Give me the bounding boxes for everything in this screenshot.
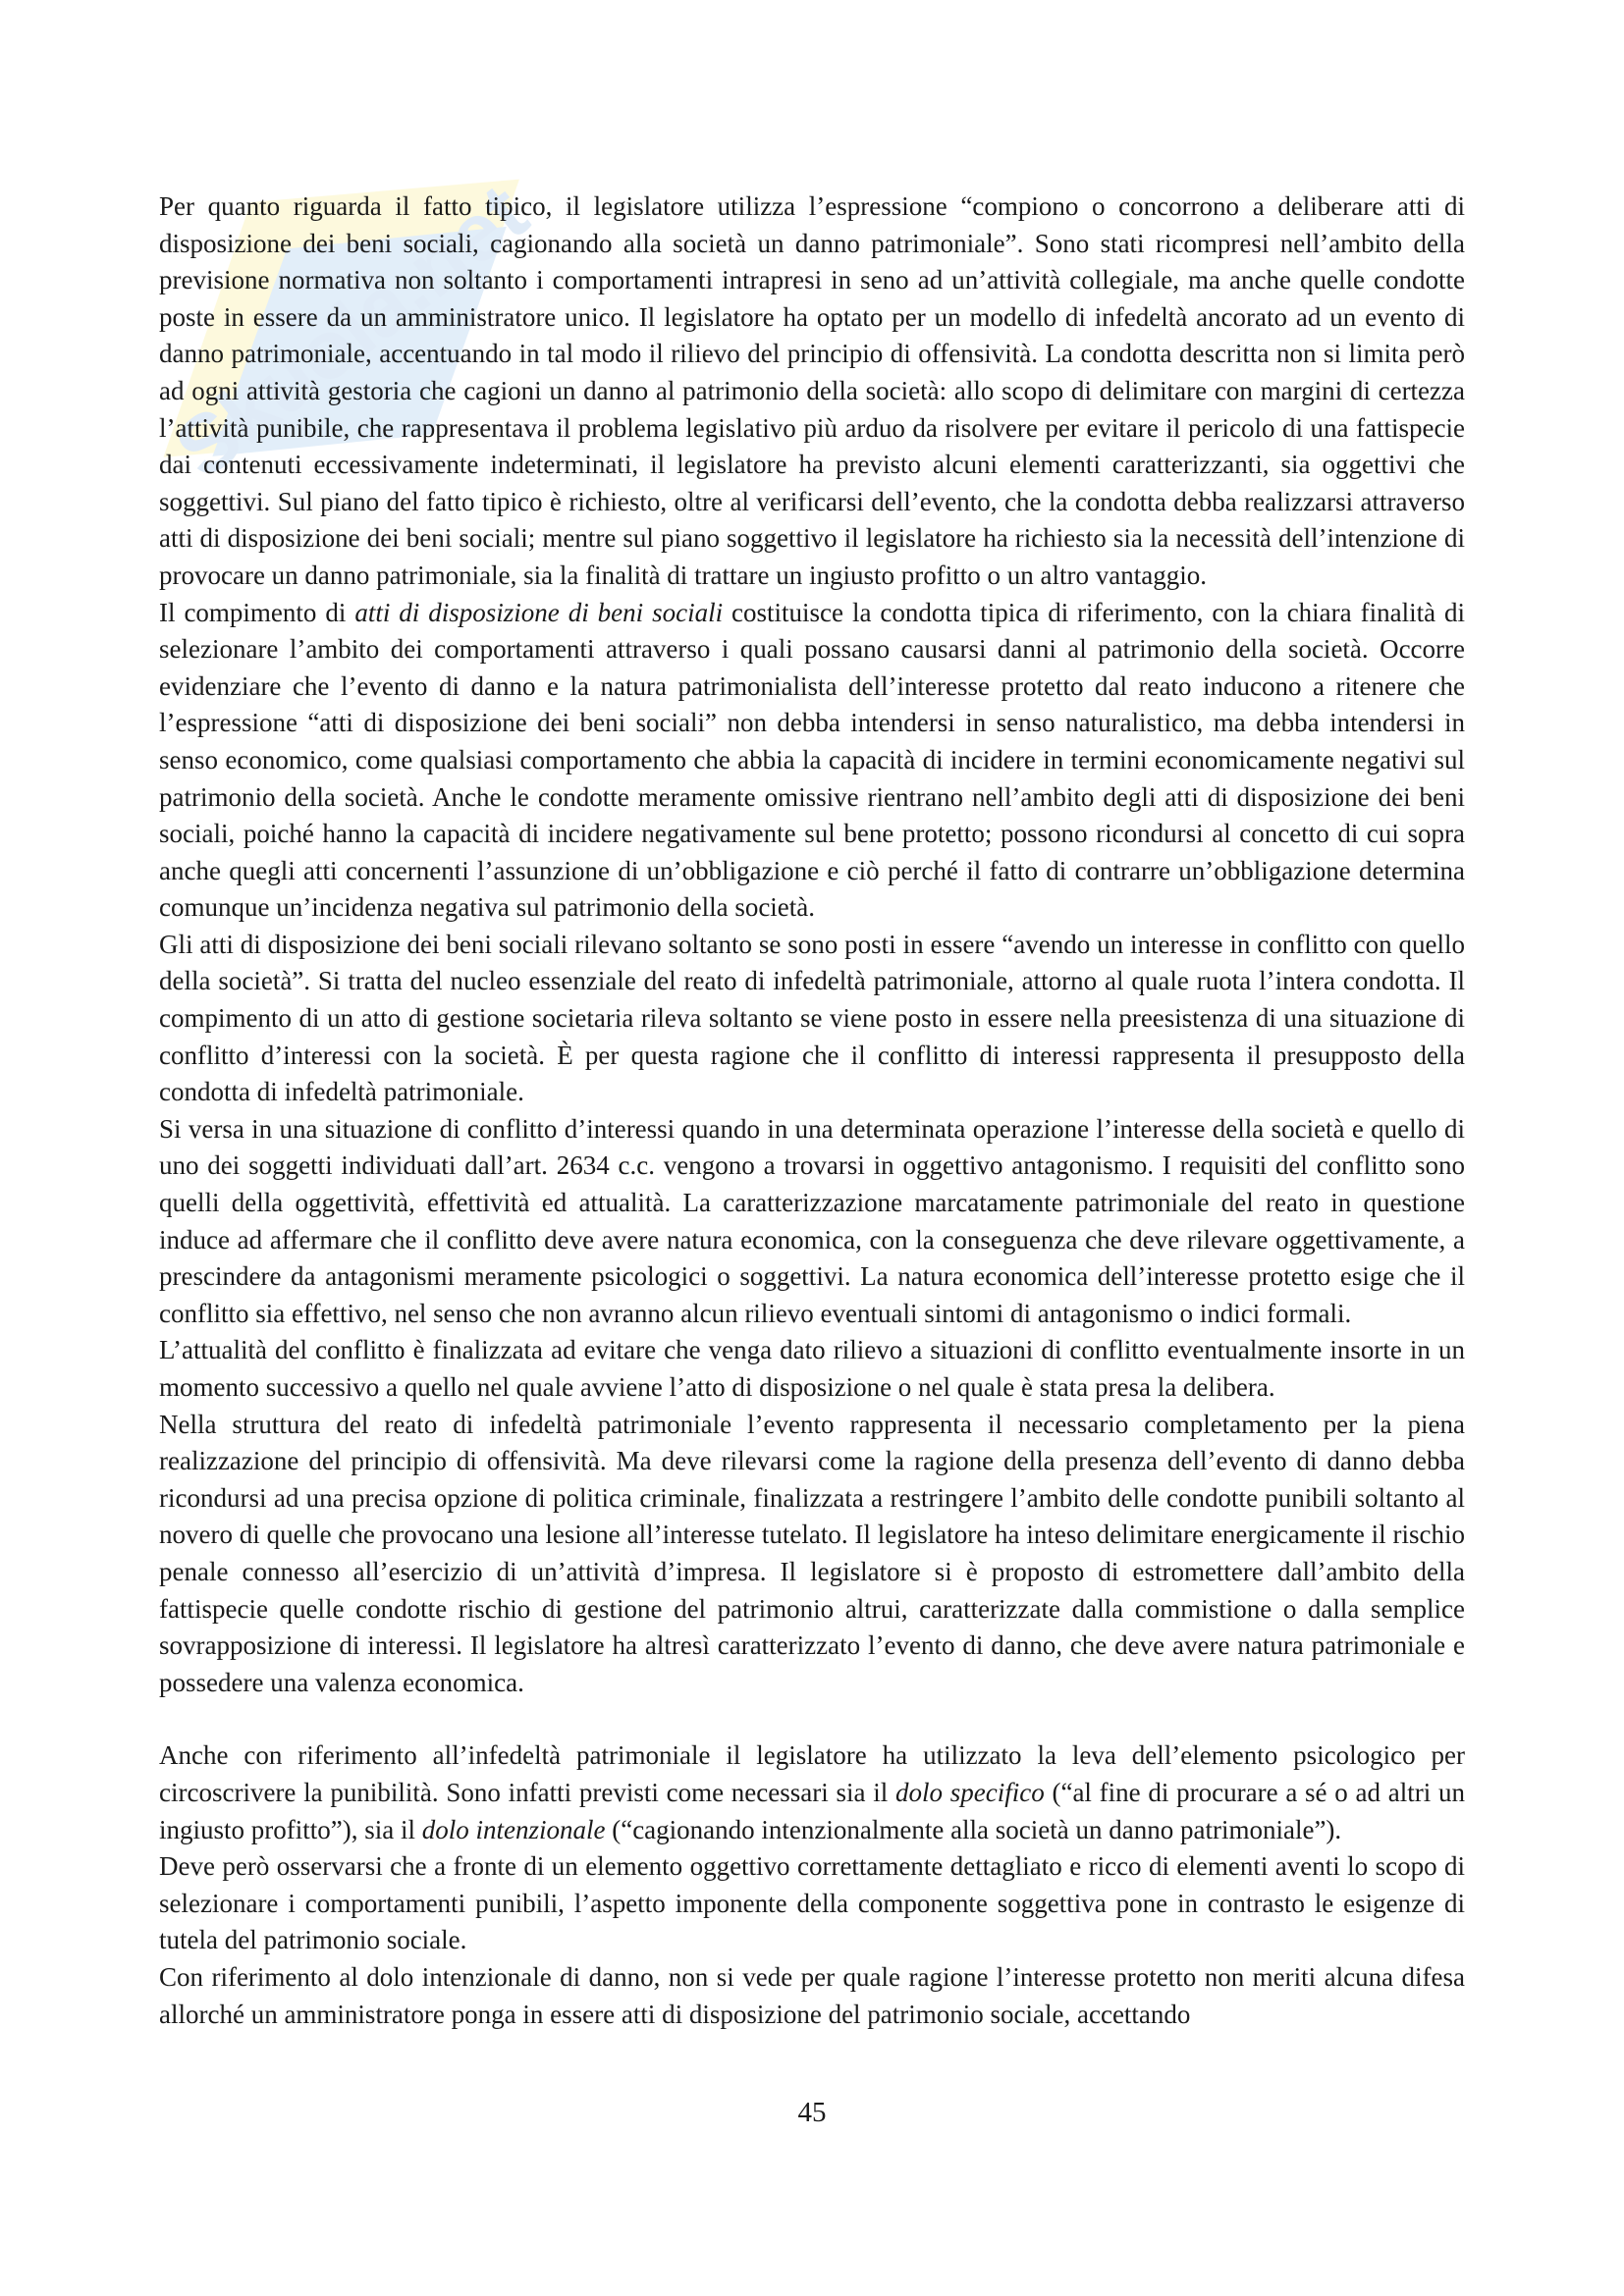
italic-term: dolo specifico <box>895 1777 1045 1807</box>
text-run: (“al fine di procurare a sé o ad altri un ingiusto profitto”), sia il <box>159 1777 1465 1844</box>
text-run: Anche con riferimento all’infedeltà patrimoniale il legislatore ha utilizzato la leva dell’elemento psicologico per circoscrivere la punibilità. Sono infatti previsti come necessari sia il <box>159 1740 1465 1807</box>
body-paragraph <box>159 1737 1465 1848</box>
text-run: Gli atti di disposizione dei beni sociali rilevano soltanto se sono posti in essere “avendo un interesse in conflitto con quello della società”. Si tratta del nucleo essenziale del reato di infedeltà patrimoniale, attorno al quale ruota l’intera condotta. Il compimento di un atto di gestione societaria rileva soltanto se viene posto in essere nella preesistenza di una situazione di conflitto d’interessi con la società. È per questa ragione che il conflitto di interessi rappresenta il presupposto della condotta di infedeltà patrimoniale. <box>159 929 1465 1107</box>
page-body <box>159 188 1465 2033</box>
text-run: Il compimento di <box>159 597 355 627</box>
body-paragraph <box>159 927 1465 1111</box>
body-paragraph <box>159 1407 1465 1702</box>
text-run: Con riferimento al dolo intenzionale di danno, non si vede per quale ragione l’interesse protetto non meriti alcuna difesa allorché un amministratore ponga in essere atti di disposizione del patrimonio sociale, accettando <box>159 1961 1465 2029</box>
watermark-text: Skuola.net <box>158 166 544 496</box>
text-run: Per quanto riguarda il fatto tipico, il legislatore utilizza l’espressione “compiono o concorrono a deliberare atti di disposizione dei beni sociali, cagionando alla società un danno patrimoniale”. Sono stati ricompresi nell’ambito della previsione normativa non soltanto i comportamenti intrapresi in seno ad un’attività collegiale, ma anche quelle condotte poste in essere da un amministratore unico. Il legislatore ha optato per un modello di infedeltà ancorato ad un evento di danno patrimoniale, accentuando in tal modo il rilievo del principio di offensività. La condotta descritta non si limita però ad ogni attività gestoria che cagioni un danno al patrimonio della società: allo scopo di delimitare con margini di certezza l’attività punibile, che rappresentava il problema legislativo più arduo da risolvere per evitare il pericolo di una fattispecie dai contenuti eccessivamente indeterminati, il legislatore ha previsto alcuni elementi caratterizzanti, sia oggettivi che soggettivi. Sul piano del fatto tipico è richiesto, oltre al verificarsi dell’evento, che la condotta debba realizzarsi attraverso atti di disposizione dei beni sociali; mentre sul piano soggettivo il legislatore ha richiesto sia la necessità dell’intenzione di provocare un danno patrimoniale, sia la finalità di trattare un ingiusto profitto o un altro vantaggio. <box>159 191 1465 590</box>
italic-term: atti di disposizione di beni sociali <box>354 597 724 627</box>
text-run: Nella struttura del reato di infedeltà patrimoniale l’evento rappresenta il necessario completamento per la piena realizzazione del principio di offensività. Ma deve rilevarsi come la ragione della presenza dell’evento di danno debba ricondursi ad una precisa opzione di politica criminale, finalizzata a restringere l’ambito delle condotte punibili soltanto al novero di quelle che provocano una lesione all’interesse tutelato. Il legislatore ha inteso delimitare energicamente il rischio penale connesso all’esercizio di un’attività d’impresa. Il legislatore si è proposto di estromettere dall’ambito della fattispecie quelle condotte rischio di gestione del patrimonio altrui, caratterizzate dalla commistione o dalla semplice sovrapposizione di interessi. Il legislatore ha altresì caratterizzato l’evento di danno, che deve avere natura patrimoniale e possedere una valenza economica. <box>159 1409 1465 1697</box>
body-paragraph <box>159 1959 1465 2033</box>
text-run: L’attualità del conflitto è finalizzata ad evitare che venga dato rilievo a situazioni di conflitto eventualmente insorte in un momento successivo a quello nel quale avviene l’atto di disposizione o nel quale è stata presa la delibera. <box>159 1335 1465 1402</box>
body-paragraph <box>159 1848 1465 1959</box>
italic-term: dolo intenzionale <box>421 1814 606 1844</box>
text-run: Deve però osservarsi che a fronte di un elemento oggettivo correttamente dettagliato e ricco di elementi aventi lo scopo di selezionare i comportamenti punibili, l’aspetto imponente della componente soggettiva pone in contrasto le esigenze di tutela del patrimonio sociale. <box>159 1851 1465 1955</box>
text-run: costituisce la condotta tipica di riferimento, con la chiara finalità di selezionare l’ambito dei comportamenti attraverso i quali possano causarsi danni al patrimonio della società. Occorre evidenziare che l’evento di danno e la natura patrimonialista dell’interesse protetto dal reato inducono a ritenere che l’espressione “atti di disposizione dei beni sociali” non debba intendersi in senso naturalistico, ma debba intendersi in senso economico, come qualsiasi comportamento che abbia la capacità di incidere in termini economicamente negativi sul patrimonio della società. Anche le condotte meramente omissive rientrano nell’ambito degli atti di disposizione dei beni sociali, poiché hanno la capacità di incidere negativamente sul bene protetto; possono ricondursi al concetto di cui sopra anche quegli atti concernenti l’assunzione di un’obbligazione e ciò perché il fatto di contrarre un’obbligazione determina comunque un’incidenza negativa sul patrimonio della società. <box>159 597 1466 923</box>
body-paragraph <box>159 1111 1465 1333</box>
body-paragraph <box>159 188 1465 595</box>
page-number: 45 <box>797 2097 827 2128</box>
text-run: (“cagionando intenzionalmente alla società un danno patrimoniale”). <box>605 1814 1342 1844</box>
body-paragraph <box>159 595 1465 927</box>
body-paragraph <box>159 1332 1465 1406</box>
text-run: Si versa in una situazione di conflitto d’interessi quando in una determinata operazione l’interesse della società e quello di uno dei soggetti individuati dall’art. 2634 c.c. vengono a trovarsi in oggettivo antagonismo. I requisiti del conflitto sono quelli della oggettività, effettività ed attualità. La caratterizzazione marcatamente patrimoniale del reato in questione induce ad affermare che il conflitto deve avere natura economica, con la conseguenza che deve rilevare oggettivamente, a prescindere da antagonismi meramente psicologici o soggettivi. La natura economica dell’interesse protetto esige che il conflitto sia effettivo, nel senso che non avranno alcun rilievo eventuali sintomi di antagonismo o indici formali. <box>159 1113 1465 1328</box>
